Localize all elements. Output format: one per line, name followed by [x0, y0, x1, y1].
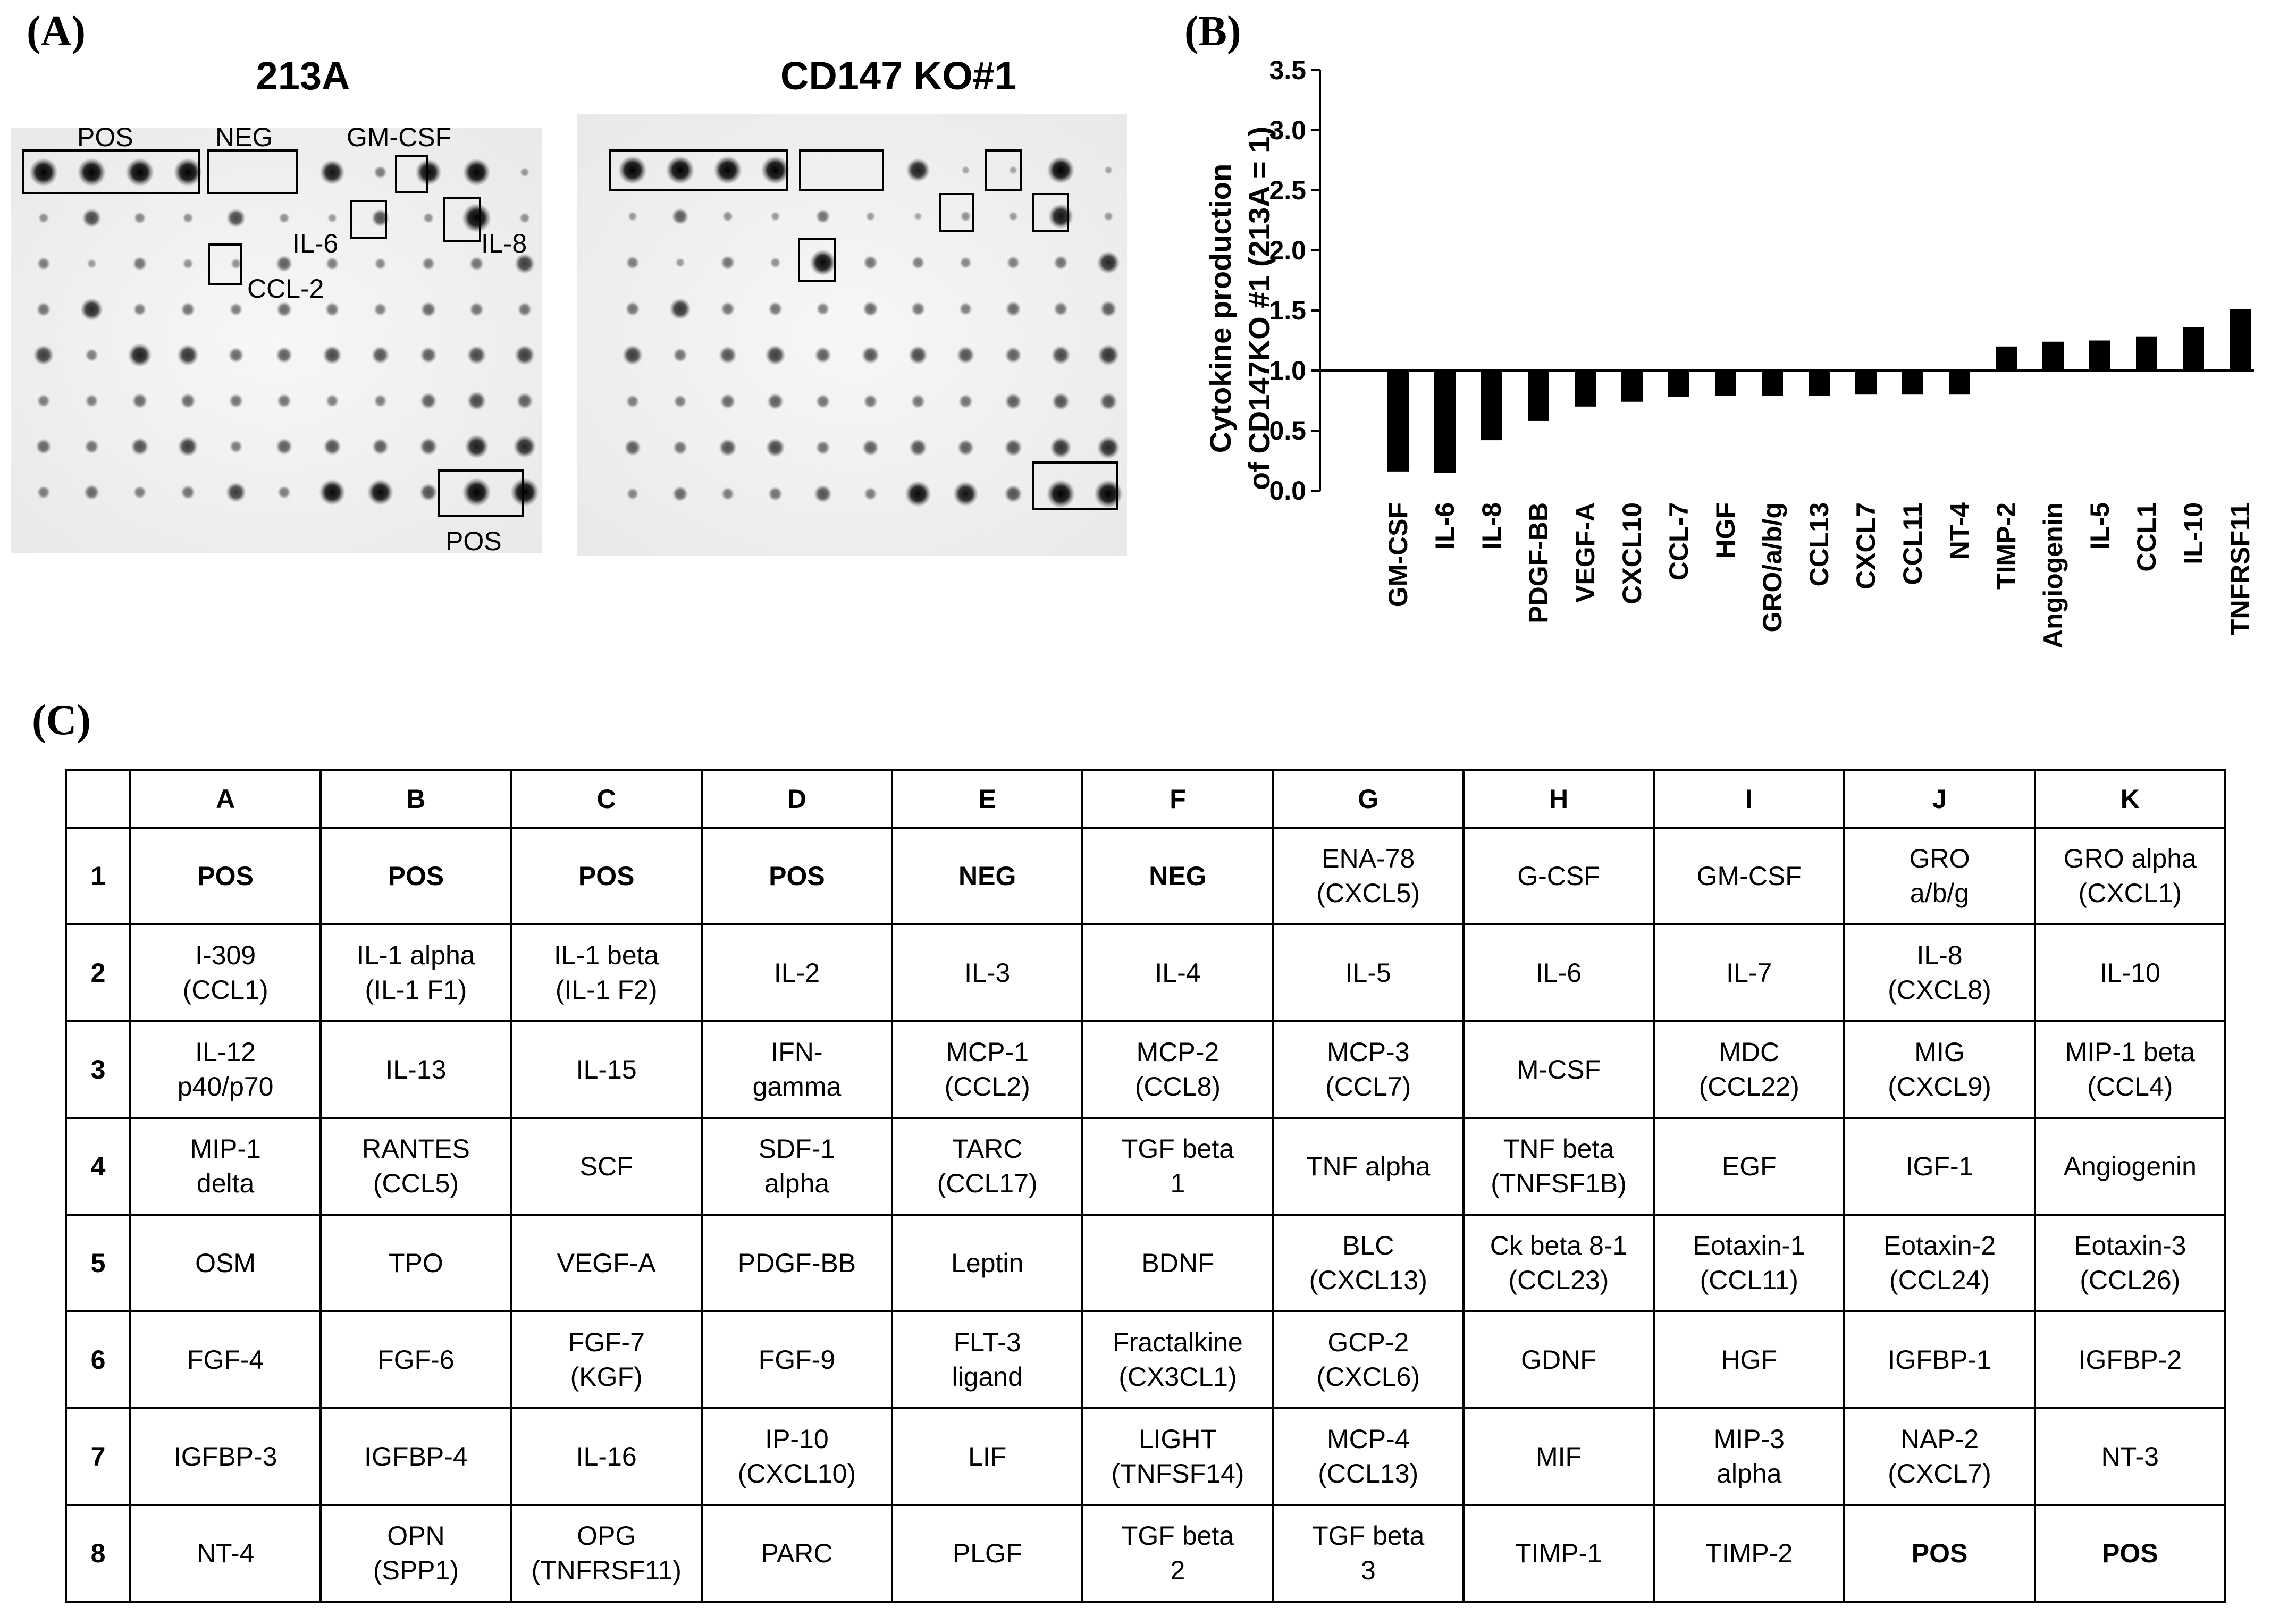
column-header-e: E	[892, 770, 1082, 828]
table-cell: EGF	[1654, 1118, 1844, 1215]
pos-label-top: POS	[77, 122, 133, 152]
bar-ccl-7	[1668, 371, 1689, 397]
table-cell: IGFBP-1	[1844, 1311, 2034, 1408]
y-tick-label: 2.5	[1269, 175, 1306, 205]
table-row	[66, 1215, 2225, 1311]
table-cell: FGF-6	[321, 1311, 511, 1408]
table-cell: POS	[702, 828, 892, 924]
table-cell: TIMP-1	[1463, 1505, 1654, 1602]
bar-nt-4	[1949, 371, 1970, 394]
table-cell: ENA-78 (CXCL5)	[1273, 828, 1463, 924]
x-category-label: TIMP-2	[1991, 502, 2021, 590]
table-cell: IL-5	[1273, 924, 1463, 1021]
table-cell: Angiogenin	[2035, 1118, 2225, 1215]
table-cell: TNF alpha	[1273, 1118, 1463, 1215]
table-cell: MIP-3 alpha	[1654, 1408, 1844, 1505]
table-cell: IL-10	[2035, 924, 2225, 1021]
row-header-4: 4	[66, 1118, 130, 1215]
array-map-table-container	[65, 769, 2226, 1603]
bar-timp-2	[1996, 347, 2017, 371]
bar-vegf-a	[1575, 371, 1596, 407]
x-category-label: CCL-7	[1664, 502, 1694, 581]
column-header-g: G	[1273, 770, 1463, 828]
array-map-table	[65, 769, 2226, 1603]
bar-cxcl10	[1621, 371, 1643, 402]
table-cell: IL-7	[1654, 924, 1844, 1021]
y-tick-label: 3.0	[1269, 115, 1306, 145]
table-cell: MCP-4 (CCL13)	[1273, 1408, 1463, 1505]
table-cell: IL-16	[511, 1408, 702, 1505]
column-header-f: F	[1082, 770, 1273, 828]
column-header-i: I	[1654, 770, 1844, 828]
y-tick-label: 1.5	[1269, 296, 1306, 325]
x-category-label: CCL11	[1898, 502, 1928, 585]
x-category-label: IL-5	[2085, 502, 2115, 550]
table-row	[66, 1505, 2225, 1602]
table-cell: OPG (TNFRSF11)	[511, 1505, 702, 1602]
column-header-k: K	[2035, 770, 2225, 828]
bar-angiogenin	[2042, 342, 2064, 371]
table-row	[66, 1118, 2225, 1215]
x-category-label: CXCL10	[1617, 502, 1647, 604]
row-header-3: 3	[66, 1021, 130, 1118]
column-header-h: H	[1463, 770, 1654, 828]
table-row	[66, 1311, 2225, 1408]
table-cell: GRO a/b/g	[1844, 828, 2034, 924]
table-cell: NT-3	[2035, 1408, 2225, 1505]
column-header-j: J	[1844, 770, 2034, 828]
table-cell: TGF beta 2	[1082, 1505, 1273, 1602]
row-header-8: 8	[66, 1505, 130, 1602]
bar-il-5	[2089, 341, 2110, 371]
gm-csf-label: GM-CSF	[347, 122, 452, 152]
table-cell: NT-4	[130, 1505, 321, 1602]
table-cell: GCP-2 (CXCL6)	[1273, 1311, 1463, 1408]
table-row	[66, 1408, 2225, 1505]
x-category-label: VEGF-A	[1570, 502, 1600, 603]
table-cell: IL-8 (CXCL8)	[1844, 924, 2034, 1021]
x-category-label: IL-6	[1430, 502, 1460, 550]
table-cell: FGF-9	[702, 1311, 892, 1408]
blot-title-ko: CD147 KO#1	[780, 54, 1017, 98]
table-cell: SCF	[511, 1118, 702, 1215]
neg-label: NEG	[215, 122, 273, 152]
table-cell: FLT-3 ligand	[892, 1311, 1082, 1408]
table-cell: FGF-4	[130, 1311, 321, 1408]
y-axis-title-line1: Cytokine production	[1204, 163, 1237, 453]
x-category-label: CCL13	[1804, 502, 1834, 587]
table-cell: IL-13	[321, 1021, 511, 1118]
table-cell: IL-1 alpha (IL-1 F1)	[321, 924, 511, 1021]
table-cell: PARC	[702, 1505, 892, 1602]
panel-label-a: (A)	[27, 8, 86, 55]
table-cell: POS	[2035, 1505, 2225, 1602]
table-cell: PLGF	[892, 1505, 1082, 1602]
table-cell: GDNF	[1463, 1311, 1654, 1408]
table-cell: IL-12 p40/p70	[130, 1021, 321, 1118]
table-cell: Eotaxin-2 (CCL24)	[1844, 1215, 2034, 1311]
x-category-label: PDGF-BB	[1524, 502, 1553, 624]
table-cell: NEG	[892, 828, 1082, 924]
table-cell: M-CSF	[1463, 1021, 1654, 1118]
bar-gm-csf	[1387, 371, 1409, 472]
x-category-label: IL-10	[2179, 502, 2208, 565]
y-tick-label: 2.0	[1269, 235, 1306, 265]
table-cell: SDF-1 alpha	[702, 1118, 892, 1215]
table-cell: I-309 (CCL1)	[130, 924, 321, 1021]
il8-label: IL-8	[481, 229, 527, 258]
y-axis-title-line2: of CD147KO #1 (213A = 1)	[1242, 126, 1276, 491]
bar-cxcl7	[1855, 371, 1877, 394]
x-category-label: CCL1	[2132, 502, 2161, 572]
x-category-label: HGF	[1711, 502, 1740, 559]
table-cell: IGFBP-2	[2035, 1311, 2225, 1408]
table-cell: MIP-1 beta (CCL4)	[2035, 1021, 2225, 1118]
table-cell: POS	[511, 828, 702, 924]
table-cell: MIF	[1463, 1408, 1654, 1505]
table-cell: BLC (CXCL13)	[1273, 1215, 1463, 1311]
table-cell: OSM	[130, 1215, 321, 1311]
bar-gro-a-b-g	[1762, 371, 1783, 396]
table-cell: MDC (CCL22)	[1654, 1021, 1844, 1118]
column-header-a: A	[130, 770, 321, 828]
table-cell: Eotaxin-3 (CCL26)	[2035, 1215, 2225, 1311]
bar-pdgf-bb	[1528, 371, 1549, 421]
table-cell: MIG (CXCL9)	[1844, 1021, 2034, 1118]
table-cell: FGF-7 (KGF)	[511, 1311, 702, 1408]
table-cell: Fractalkine (CX3CL1)	[1082, 1311, 1273, 1408]
table-cell: NAP-2 (CXCL7)	[1844, 1408, 2034, 1505]
table-cell: Leptin	[892, 1215, 1082, 1311]
table-cell: IL-6	[1463, 924, 1654, 1021]
table-cell: IGFBP-4	[321, 1408, 511, 1505]
table-cell: GM-CSF	[1654, 828, 1844, 924]
bar-il-6	[1434, 371, 1456, 473]
table-cell: Ck beta 8-1 (CCL23)	[1463, 1215, 1654, 1311]
y-tick-label: 0.0	[1269, 476, 1306, 506]
bar-ccl13	[1809, 371, 1830, 396]
table-cell: TIMP-2	[1654, 1505, 1844, 1602]
y-tick-label: 3.5	[1269, 55, 1306, 85]
row-header-6: 6	[66, 1311, 130, 1408]
x-category-label: GM-CSF	[1383, 502, 1413, 608]
row-header-5: 5	[66, 1215, 130, 1311]
x-category-label: NT-4	[1945, 502, 1974, 560]
column-header-c: C	[511, 770, 702, 828]
bar-il-10	[2183, 327, 2204, 371]
chart-axes	[1320, 70, 2254, 491]
column-header-b: B	[321, 770, 511, 828]
y-tick-label: 1.0	[1269, 356, 1306, 385]
table-cell: LIGHT (TNFSF14)	[1082, 1408, 1273, 1505]
table-cell: MIP-1 delta	[130, 1118, 321, 1215]
table-cell: IL-1 beta (IL-1 F2)	[511, 924, 702, 1021]
table-cell: TARC (CCL17)	[892, 1118, 1082, 1215]
blot-title-213a: 213A	[256, 54, 350, 98]
table-cell: PDGF-BB	[702, 1215, 892, 1311]
x-category-label: Angiogenin	[2038, 502, 2068, 649]
bar-ccl1	[2136, 337, 2157, 371]
x-category-label: CXCL7	[1851, 502, 1881, 590]
table-cell: MCP-2 (CCL8)	[1082, 1021, 1273, 1118]
table-cell: POS	[1844, 1505, 2034, 1602]
table-cell: TGF beta 3	[1273, 1505, 1463, 1602]
chart-y-ticks	[1269, 55, 1320, 506]
table-body	[66, 828, 2225, 1602]
table-cell: IL-2	[702, 924, 892, 1021]
bar-hgf	[1715, 371, 1736, 396]
table-cell: MCP-1 (CCL2)	[892, 1021, 1082, 1118]
ccl2-label: CCL-2	[247, 274, 324, 304]
table-cell: G-CSF	[1463, 828, 1654, 924]
bar-tnfrsf11	[2230, 309, 2251, 371]
bar-il-8	[1481, 371, 1502, 440]
table-cell: TPO	[321, 1215, 511, 1311]
x-category-label: GRO/a/b/g	[1757, 502, 1787, 633]
row-header-2: 2	[66, 924, 130, 1021]
table-cell: POS	[130, 828, 321, 924]
table-row	[66, 1021, 2225, 1118]
table-cell: GRO alpha (CXCL1)	[2035, 828, 2225, 924]
table-cell: LIF	[892, 1408, 1082, 1505]
row-header-7: 7	[66, 1408, 130, 1505]
chart-category-labels	[1383, 502, 2271, 649]
table-cell: IP-10 (CXCL10)	[702, 1408, 892, 1505]
column-header-d: D	[702, 770, 892, 828]
table-cell: MCP-3 (CCL7)	[1273, 1021, 1463, 1118]
table-cell: TNF beta (TNFSF1B)	[1463, 1118, 1654, 1215]
panel-label-b: (B)	[1184, 8, 1241, 55]
chart-bars	[1387, 79, 2271, 473]
table-row	[66, 924, 2225, 1021]
table-cell: NEG	[1082, 828, 1273, 924]
cytokine-bar-chart	[0, 0, 2271, 691]
row-header-1: 1	[66, 828, 130, 924]
table-cell: RANTES (CCL5)	[321, 1118, 511, 1215]
table-cell: IL-15	[511, 1021, 702, 1118]
table-header-row	[66, 770, 2225, 828]
table-cell: OPN (SPP1)	[321, 1505, 511, 1602]
table-cell: IL-4	[1082, 924, 1273, 1021]
table-cell: TGF beta 1	[1082, 1118, 1273, 1215]
table-row	[66, 828, 2225, 924]
pos-label-bottom: POS	[445, 526, 502, 556]
bar-ccl11	[1902, 371, 1923, 394]
panel-label-c: (C)	[32, 697, 91, 744]
y-tick-label: 0.5	[1269, 416, 1306, 445]
table-cell: BDNF	[1082, 1215, 1273, 1311]
il6-label: IL-6	[292, 229, 339, 258]
table-cell: IFN- gamma	[702, 1021, 892, 1118]
x-category-label: IL-8	[1477, 502, 1507, 550]
table-cell: IGF-1	[1844, 1118, 2034, 1215]
table-corner-cell	[66, 770, 130, 828]
table-cell: POS	[321, 828, 511, 924]
table-cell: Eotaxin-1 (CCL11)	[1654, 1215, 1844, 1311]
table-cell: HGF	[1654, 1311, 1844, 1408]
table-cell: VEGF-A	[511, 1215, 702, 1311]
x-category-label: TNFRSF11	[2225, 502, 2255, 636]
table-cell: IL-3	[892, 924, 1082, 1021]
table-cell: IGFBP-3	[130, 1408, 321, 1505]
